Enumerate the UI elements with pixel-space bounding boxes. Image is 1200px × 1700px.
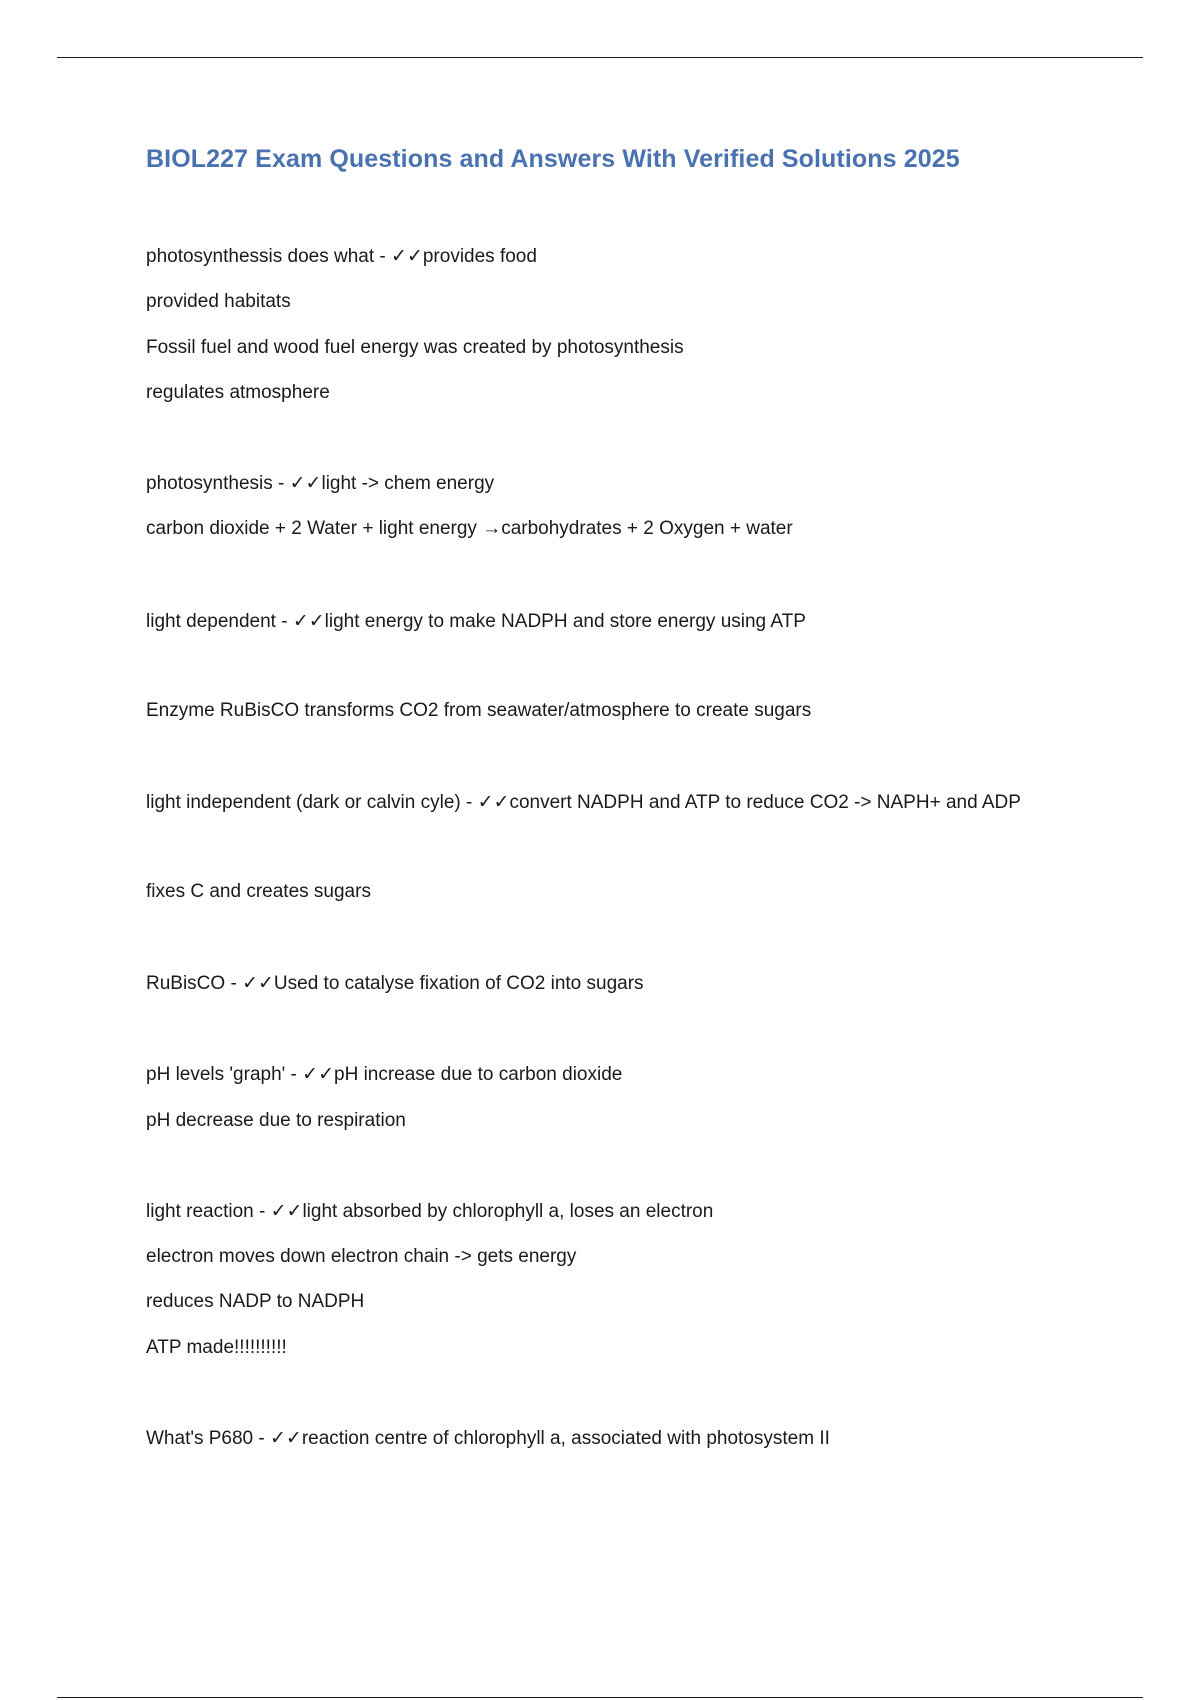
footer-rule [57, 1697, 1143, 1698]
text-line: fixes C and creates sugars [146, 881, 371, 902]
text-line: photosynthesis - ✓✓light -> chem energy [146, 473, 495, 494]
text-line: light dependent - ✓✓light energy to make NADPH and store energy using ATP [146, 611, 806, 632]
text-line: carbon dioxide + 2 Water + light energy →carbohydrates + 2 Oxygen + water [146, 518, 793, 539]
text-line: Fossil fuel and wood fuel energy was created by photosynthesis [146, 337, 684, 358]
text-line: pH decrease due to respiration [146, 1110, 406, 1131]
text-line: electron moves down electron chain -> gets energy [146, 1246, 577, 1267]
header-rule [57, 57, 1143, 58]
text-line: regulates atmosphere [146, 382, 330, 403]
text-line: light independent (dark or calvin cyle) - ✓✓convert NADPH and ATP to reduce CO2 -> NAPH+ and ADP [146, 792, 1021, 813]
text-line: What's P680 - ✓✓reaction centre of chlorophyll a, associated with photosystem II [146, 1428, 830, 1449]
document-title: BIOL227 Exam Questions and Answers With Verified Solutions 2025 [146, 145, 960, 173]
text-line: photosynthessis does what - ✓✓provides food [146, 246, 537, 267]
text-line: Enzyme RuBisCO transforms CO2 from seawater/atmosphere to create sugars [146, 700, 812, 721]
text-line: reduces NADP to NADPH [146, 1291, 365, 1312]
text-line: pH levels 'graph' - ✓✓pH increase due to carbon dioxide [146, 1064, 623, 1085]
text-line: RuBisCO - ✓✓Used to catalyse fixation of CO2 into sugars [146, 973, 644, 994]
text-line: light reaction - ✓✓light absorbed by chlorophyll a, loses an electron [146, 1201, 714, 1222]
text-line: provided habitats [146, 291, 291, 312]
text-line: ATP made!!!!!!!!!! [146, 1337, 287, 1358]
